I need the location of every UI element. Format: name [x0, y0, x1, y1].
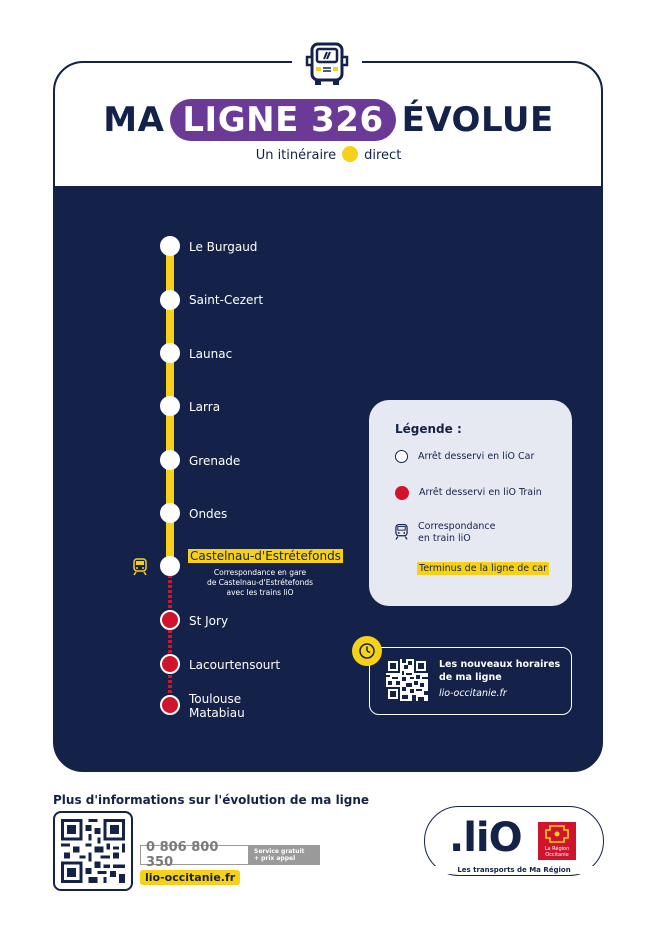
legend-corr-line1: Correspondance: [418, 521, 496, 532]
page-title: [0, 99, 657, 141]
legend-row-car: [395, 450, 534, 463]
stop-marker-saint-cezert: [160, 290, 180, 310]
white-stop-icon: [395, 450, 408, 463]
clock-icon: [352, 636, 382, 666]
stop-label-castelnau: [188, 549, 343, 563]
legend-corr-line2: en train liO: [418, 533, 471, 544]
stop-marker-castelnau: [160, 556, 180, 576]
stop-label-lacourtensourt: Lacourtensourt: [189, 658, 281, 672]
legend-panel: [369, 400, 572, 606]
stop-marker-toulouse: [160, 695, 180, 715]
stop-label-larra: Larra: [189, 400, 221, 414]
terminus-highlight: Castelnau-d'Estrétefonds: [190, 549, 341, 563]
note-line-1: Correspondance en gare: [213, 568, 307, 577]
stop-marker-st-jory: [160, 610, 180, 630]
legend-title: Légende :: [395, 422, 462, 436]
footer-qr-code[interactable]: [53, 811, 133, 891]
region-logo-text: La Région Occitanie: [544, 846, 570, 858]
horaires-link[interactable]: lio-occitanie.fr: [439, 688, 507, 699]
stop-marker-launac: [160, 343, 180, 363]
legend-car-label: Arrêt desservi en liO Car: [418, 450, 535, 462]
stop-label-toulouse-line2: Matabiau: [189, 706, 245, 720]
title-prefix: MA: [103, 100, 165, 140]
horaires-title: [439, 658, 569, 684]
title-suffix: ÉVOLUE: [401, 100, 554, 140]
legend-terminus-label: Terminus de la ligne de car: [419, 563, 548, 574]
stop-marker-larra: [160, 396, 180, 416]
stop-marker-grenade: [160, 450, 180, 470]
stop-label-st-jory: St Jory: [189, 614, 229, 628]
footer-link[interactable]: lio-occitanie.fr: [140, 870, 240, 885]
train-route-line: [168, 570, 172, 706]
correspondance-note: [190, 568, 330, 598]
legend-row-correspondance: [395, 521, 495, 545]
stop-label-le-burgaud: Le Burgaud: [189, 240, 258, 254]
qr-code-icon[interactable]: [386, 659, 428, 701]
stop-label-toulouse: [189, 692, 245, 720]
stop-marker-ondes: [160, 503, 180, 523]
sun-icon: [342, 146, 358, 162]
phone-number-box[interactable]: [140, 840, 320, 870]
phone-number: 0 806 800 350: [146, 840, 219, 870]
phone-tag-line2: + prix appel: [254, 855, 296, 862]
qr-code-icon: [61, 819, 125, 883]
stop-label-grenade: Grenade: [189, 454, 241, 468]
stop-marker-lacourtensourt: [160, 654, 180, 674]
subtitle-prefix: Un itinéraire: [255, 148, 337, 163]
stop-label-launac: Launac: [189, 347, 233, 361]
phone-tag: [248, 846, 319, 864]
train-icon: [133, 558, 147, 576]
stop-label-saint-cezert: Saint-Cezert: [189, 293, 264, 307]
subtitle-suffix: direct: [364, 148, 402, 163]
lio-logo: .liO: [449, 815, 522, 861]
legend-row-train: [395, 486, 542, 500]
horaires-title-line1: Les nouveaux horaires: [439, 659, 561, 670]
bus-icon: [292, 36, 362, 92]
legend-correspondance-label: [418, 521, 495, 545]
red-stop-icon: [395, 486, 409, 500]
legend-train-label: Arrêt desservi en liO Train: [419, 487, 542, 498]
page-subtitle: [0, 146, 657, 163]
brand-tagline: Les transports de Ma Région: [424, 866, 604, 874]
horaires-title-line2: de ma ligne: [439, 672, 502, 683]
footer-title: Plus d'informations sur l'évolution de ma ligne: [53, 793, 370, 807]
stop-label-toulouse-line1: Toulouse: [189, 692, 242, 706]
phone-tag-line1: Service gratuit: [254, 848, 305, 855]
stop-label-ondes: Ondes: [189, 507, 228, 521]
train-icon: [395, 523, 408, 544]
stop-marker-le-burgaud: [160, 236, 180, 256]
note-line-3: avec les trains liO: [226, 588, 294, 597]
line-number-pill: LIGNE 326: [170, 99, 395, 141]
note-line-2: de Castelnau-d'Estrétefonds: [206, 578, 314, 587]
